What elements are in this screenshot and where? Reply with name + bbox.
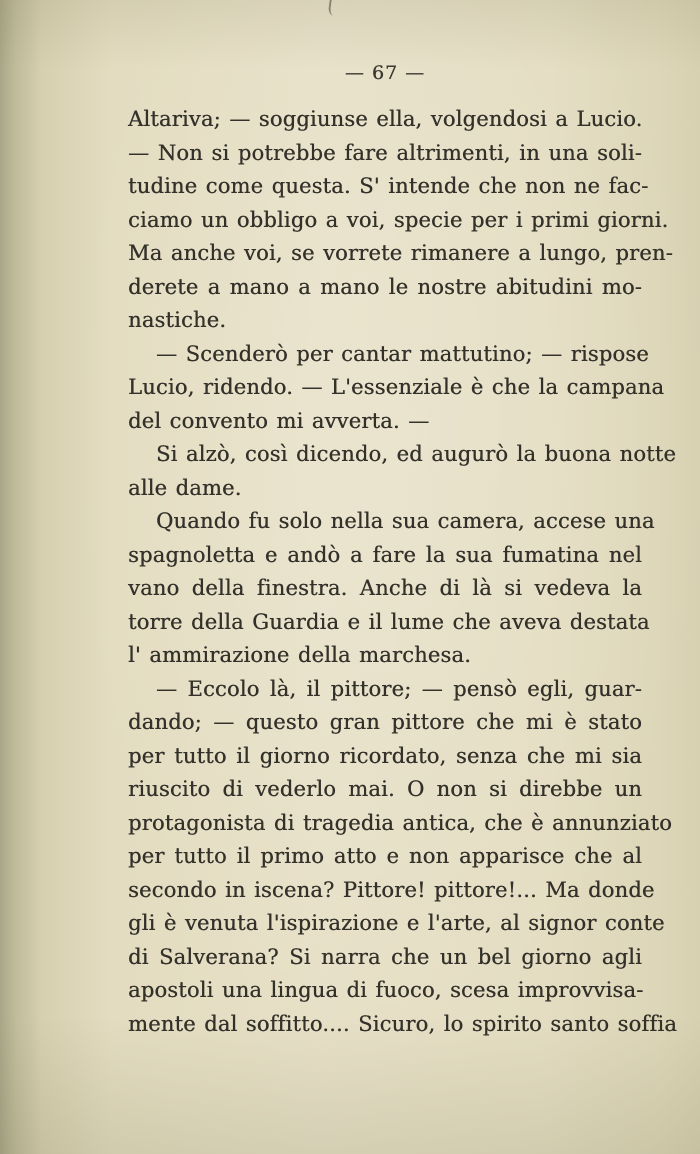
text-line: di Salverana? Si narra che un bel giorno agli xyxy=(128,944,642,969)
text-line: Quando fu solo nella sua camera, accese una xyxy=(156,509,655,533)
body-text xyxy=(128,103,677,1041)
text-line: mente dal soffitto.... Sicuro, lo spirito santo soffia xyxy=(128,1011,677,1036)
text-line: per tutto il primo atto e non apparisce che al xyxy=(128,844,642,868)
text-line: del convento mi avverta. — xyxy=(128,408,430,433)
text-line: vano della finestra. Anche di là si vedeva la xyxy=(128,576,642,600)
text-line: protagonista di tragedia antica, che è annunziato xyxy=(128,810,673,835)
text-line: riuscito di vederlo mai. O non si direbbe un xyxy=(128,777,642,801)
text-line: spagnoletta e andò a fare la sua fumatina nel xyxy=(128,542,642,567)
text-line: nastiche. xyxy=(128,308,227,332)
text-line: Altariva; — soggiunse ella, volgendosi a Lucio. xyxy=(128,107,643,131)
text-line: Ma anche voi, se vorrete rimanere a lungo, pren- xyxy=(128,241,673,265)
text-line: apostoli una lingua di fuoco, scesa improvvisa- xyxy=(128,978,644,1002)
text-line: — Eccolo là, il pittore; — pensò egli, guar- xyxy=(156,676,642,701)
text-line: — Scenderò per cantar mattutino; — rispose xyxy=(156,341,649,366)
text-line: derete a mano a mano le nostre abitudini mo- xyxy=(128,274,642,299)
text-line: dando; — questo gran pittore che mi è stato xyxy=(128,710,642,734)
text-line: secondo in iscena? Pittore! pittore!... Ma donde xyxy=(128,877,655,902)
scan-artifact-mark xyxy=(328,0,343,17)
text-line: per tutto il giorno ricordato, senza che mi sia xyxy=(128,743,642,768)
text-line: alle dame. xyxy=(128,475,242,500)
text-line: ciamo un obbligo a voi, specie per i primi giorni. xyxy=(128,207,669,232)
text-line: tudine come questa. S' intende che non ne fac- xyxy=(128,174,649,198)
page-number: — 67 — xyxy=(344,62,426,84)
text-line: l' ammirazione della marchesa. xyxy=(128,643,471,667)
text-line: Si alzò, così dicendo, ed augurò la buona notte xyxy=(156,442,676,466)
text-line: torre della Guardia e il lume che aveva destata xyxy=(128,609,650,634)
text-line: gli è venuta l'ispirazione e l'arte, al signor conte xyxy=(128,911,665,935)
text-line: — Non si potrebbe fare altrimenti, in una soli- xyxy=(128,140,642,165)
text-line: Lucio, ridendo. — L'essenziale è che la campana xyxy=(128,375,665,399)
